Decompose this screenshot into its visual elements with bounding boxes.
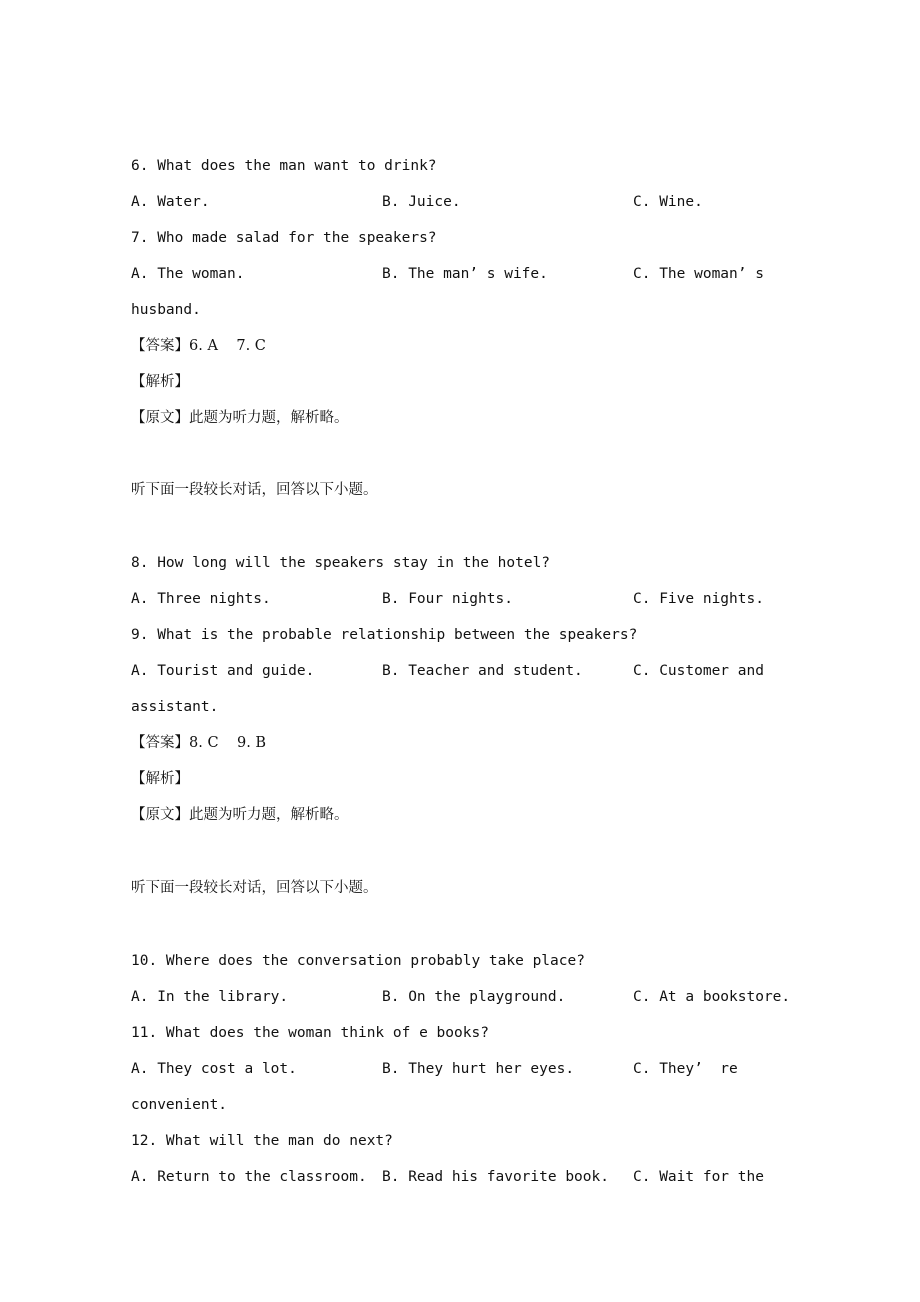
question-7: 7. Who made salad for the speakers?: [131, 230, 437, 246]
question-8: 8. How long will the speakers stay in the hotel?: [131, 555, 551, 571]
section-intro: 听下面一段较长对话，回答以下小题。: [131, 482, 378, 498]
question-9: 9. What is the probable relationship between the speakers?: [131, 627, 638, 643]
question-11-option-c: C. They’ re: [633, 1061, 738, 1077]
answer-line: 【答案】6. A 7. C: [131, 338, 266, 354]
question-9-option-c: C. Customer and: [633, 663, 764, 679]
source-text: 【原文】此题为听力题，解析略。: [131, 410, 349, 426]
question-10-option-b: B. On the playground.: [382, 989, 566, 1005]
question-10-option-a: A. In the library.: [131, 989, 289, 1005]
section-intro: 听下面一段较长对话，回答以下小题。: [131, 880, 378, 896]
question-9-option-a: A. Tourist and guide.: [131, 663, 315, 679]
question-8-option-a: A. Three nights.: [131, 591, 271, 607]
question-11-option-a: A. They cost a lot.: [131, 1061, 297, 1077]
question-10: 10. Where does the conversation probably take place?: [131, 953, 585, 969]
question-7-option-a: A. The woman.: [131, 266, 245, 282]
question-8-option-b: B. Four nights.: [382, 591, 513, 607]
question-9-option-c-continued: assistant.: [131, 699, 219, 715]
question-10-option-c: C. At a bookstore.: [633, 989, 791, 1005]
question-6-option-c: C. Wine.: [633, 194, 703, 210]
question-7-option-b: B. The man’ s wife.: [382, 266, 548, 282]
question-11-option-c-continued: convenient.: [131, 1097, 228, 1113]
question-9-option-b: B. Teacher and student.: [382, 663, 583, 679]
question-6: 6. What does the man want to drink?: [131, 158, 437, 174]
question-7-option-c-continued: husband.: [131, 302, 201, 318]
analysis-heading: 【解析】: [131, 771, 189, 787]
source-text: 【原文】此题为听力题，解析略。: [131, 807, 349, 823]
question-12-option-a: A. Return to the classroom.: [131, 1169, 367, 1185]
question-6-option-b: B. Juice.: [382, 194, 461, 210]
answer-line: 【答案】8. C 9. B: [131, 735, 267, 751]
question-11: 11. What does the woman think of e books?: [131, 1025, 489, 1041]
analysis-heading: 【解析】: [131, 374, 189, 390]
question-11-option-b: B. They hurt her eyes.: [382, 1061, 575, 1077]
question-12-option-b: B. Read his favorite book.: [382, 1169, 609, 1185]
question-6-option-a: A. Water.: [131, 194, 210, 210]
question-7-option-c: C. The woman’ s: [633, 266, 764, 282]
question-12-option-c: C. Wait for the: [633, 1169, 764, 1185]
question-12: 12. What will the man do next?: [131, 1133, 393, 1149]
question-8-option-c: C. Five nights.: [633, 591, 764, 607]
